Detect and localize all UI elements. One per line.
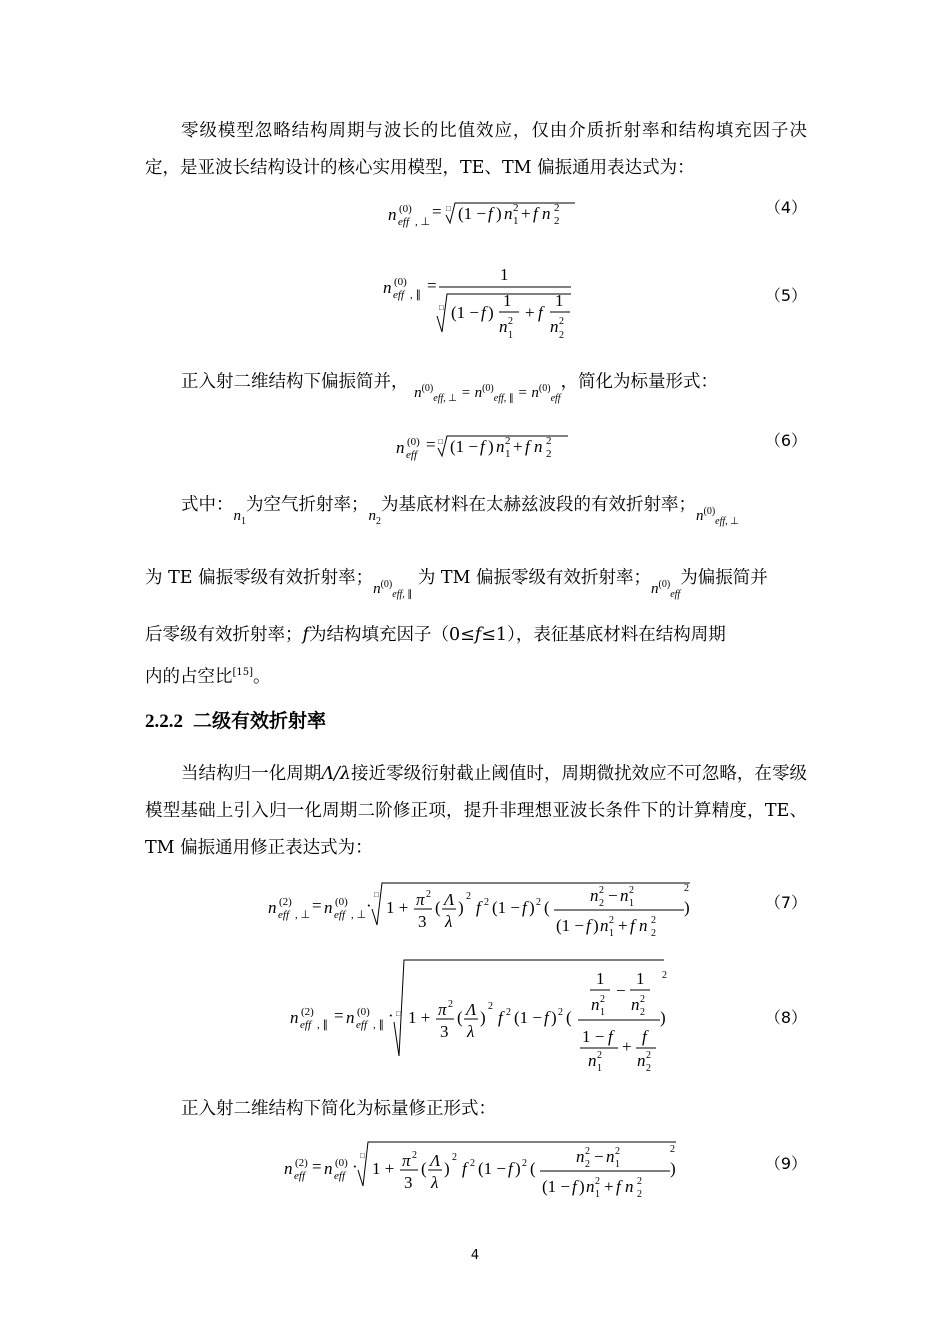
svg-text:=: =	[312, 1157, 322, 1176]
svg-text:(1 −: (1 −	[514, 1008, 542, 1027]
svg-text:eff: eff	[406, 449, 417, 461]
svg-text:2: 2	[513, 202, 519, 214]
paragraph-scalar-correction: 正入射二维结构下简化为标量修正形式：	[181, 1099, 496, 1119]
svg-text:n: n	[588, 1051, 597, 1070]
symbol-neff-tm-desc: 为 TM 偏振零级有效折射率；	[417, 568, 652, 588]
svg-text:, ∥: , ∥	[373, 1019, 384, 1031]
svg-text:eff: eff	[294, 1170, 305, 1182]
svg-text:eff: eff	[398, 216, 409, 228]
symbol-neff-te-desc: 为 TE 偏振零级有效折射率；	[145, 568, 374, 588]
svg-text:f n: f n	[630, 916, 648, 935]
svg-text:eff: eff	[300, 1019, 311, 1031]
svg-text:1: 1	[508, 330, 513, 341]
paragraph-second-order	[145, 756, 807, 867]
svg-text:□: □	[439, 303, 444, 312]
svg-text:(0): (0)	[357, 1006, 370, 1018]
svg-text:(1 −: (1 −	[556, 916, 584, 935]
svg-text:2: 2	[506, 1007, 511, 1018]
svg-text:3: 3	[418, 912, 427, 931]
svg-text:1: 1	[596, 969, 605, 988]
svg-text:2: 2	[629, 885, 634, 896]
svg-text:=: =	[427, 276, 437, 295]
svg-text:(1 −: (1 −	[492, 898, 520, 917]
svg-text:1 −: 1 −	[582, 1027, 605, 1046]
citation-15[interactable]: [15]	[232, 667, 254, 678]
svg-text:1: 1	[636, 969, 645, 988]
svg-text:n: n	[290, 1008, 299, 1027]
svg-text:(: (	[566, 1008, 572, 1027]
svg-text:−: −	[616, 981, 626, 1000]
svg-text:f: f	[508, 1159, 513, 1178]
svg-text:+: +	[513, 437, 523, 456]
section-number: 2.2.2	[145, 711, 183, 732]
svg-text:n: n	[388, 205, 397, 224]
svg-text:n: n	[383, 278, 392, 297]
svg-text:eff: eff	[334, 1170, 345, 1182]
svg-text:+: +	[618, 916, 628, 935]
svg-text:1: 1	[629, 898, 634, 909]
paragraph-symbols-2	[145, 556, 807, 603]
paragraph-degenerate-text: 正入射二维结构下偏振简并，	[181, 372, 409, 392]
svg-text:2: 2	[662, 970, 667, 981]
svg-text:n: n	[631, 995, 640, 1014]
duty-cycle-end: 。	[253, 666, 271, 687]
svg-text:2: 2	[426, 889, 431, 900]
svg-text:2: 2	[597, 1050, 602, 1061]
svg-text:1 +: 1 +	[386, 898, 409, 917]
svg-text:1: 1	[555, 291, 564, 310]
page-number: 4	[470, 1248, 480, 1263]
svg-text:=: =	[426, 435, 436, 454]
svg-text:=: =	[312, 896, 322, 915]
svg-text:(0): (0)	[335, 896, 348, 908]
svg-text:(1 −: (1 −	[478, 1159, 506, 1178]
svg-text:(: (	[435, 898, 441, 917]
paragraph-symbols-1	[145, 483, 807, 530]
svg-text:f: f	[608, 1027, 613, 1046]
svg-text:2: 2	[609, 915, 614, 926]
svg-text:1: 1	[500, 265, 509, 284]
symbol-neff-tm: $n^{(0)}_{eff, \parallel}$	[373, 579, 413, 600]
svg-text:f: f	[538, 303, 543, 322]
svg-text:+: +	[521, 204, 531, 223]
svg-text:1: 1	[609, 928, 614, 939]
paragraph-degenerate-tail: ，简化为标量形式：	[560, 372, 719, 392]
svg-text:n: n	[606, 1147, 615, 1166]
section-title: 二级有效折射率	[193, 710, 327, 732]
equation-number-8: （8）	[764, 1008, 807, 1027]
symbol-neff: $n^{(0)}_{eff}$	[651, 579, 681, 600]
inline-equation-degenerate: $n^{(0)}_{eff, \perp} = n^{(0)}_{eff, \parallel} = n^{(0)}_{eff}$	[414, 383, 561, 404]
symbol-n1-desc: 为空气折射率；	[246, 495, 369, 515]
svg-text:f: f	[476, 898, 481, 917]
svg-text:n: n	[586, 1177, 595, 1196]
svg-text:(0): (0)	[394, 276, 407, 288]
svg-text:f: f	[498, 1008, 503, 1027]
svg-text:f: f	[462, 1159, 467, 1178]
svg-text:□: □	[446, 204, 451, 213]
svg-text:2: 2	[554, 215, 560, 227]
equation-number-9: （9）	[764, 1154, 807, 1173]
svg-text:1: 1	[595, 1189, 600, 1200]
svg-text:(1 −: (1 −	[542, 1177, 570, 1196]
svg-text:(0): (0)	[399, 203, 412, 215]
svg-text:·: ·	[388, 1006, 394, 1025]
symbol-n2: $n_2$	[368, 508, 381, 527]
paragraph-degenerate	[145, 360, 807, 407]
svg-text:n: n	[600, 916, 609, 935]
symbol-neff-te: $n^{(0)}_{eff, \perp}$	[696, 506, 739, 527]
svg-text:2: 2	[522, 1158, 527, 1169]
equation-4	[380, 195, 600, 235]
svg-text:): )	[444, 1159, 450, 1178]
svg-text:(2): (2)	[279, 896, 292, 908]
svg-text:2: 2	[484, 897, 489, 908]
svg-text:f: f	[586, 916, 591, 935]
equation-8	[282, 956, 682, 1078]
svg-text:=: =	[334, 1006, 344, 1025]
svg-text:f: f	[481, 303, 486, 322]
svg-text:2: 2	[508, 316, 513, 327]
svg-text:): )	[684, 898, 690, 917]
svg-text:n: n	[324, 1159, 333, 1178]
svg-text:n: n	[346, 1008, 355, 1027]
svg-text:+: +	[604, 1177, 614, 1196]
svg-text:(0): (0)	[407, 436, 420, 448]
svg-text:, ⊥: , ⊥	[351, 909, 367, 921]
equation-number-5: （5）	[764, 286, 807, 305]
svg-text:n: n	[591, 995, 600, 1014]
svg-text:2: 2	[558, 1007, 563, 1018]
svg-text:): )	[579, 1177, 585, 1196]
svg-text:1: 1	[615, 1159, 620, 1170]
svg-text:□: □	[396, 1009, 401, 1018]
svg-text:n: n	[499, 317, 508, 336]
svg-text:2: 2	[640, 994, 645, 1005]
svg-text:2: 2	[412, 1150, 417, 1161]
svg-text:2: 2	[559, 330, 564, 341]
svg-text:1: 1	[503, 291, 512, 310]
symbol-f: f	[302, 625, 309, 645]
svg-text:): )	[488, 437, 494, 456]
svg-text:n: n	[576, 1147, 585, 1166]
svg-text:1: 1	[513, 215, 519, 227]
svg-text:f n: f n	[533, 204, 551, 223]
svg-text:2: 2	[546, 435, 552, 447]
svg-text:f: f	[544, 1008, 549, 1027]
svg-text:n: n	[550, 317, 559, 336]
svg-text:1: 1	[600, 1007, 605, 1018]
equation-6	[388, 428, 598, 468]
svg-text:Λ: Λ	[466, 1000, 477, 1019]
symbol-n1: $n_1$	[233, 508, 246, 527]
second-order-text: 接近零级衍射截止阈值时，周期微扰效应不可忽略，在零级模型基础上引入归一化周期二阶修正项，提升非理想亚波长条件下的计算精度，TE、TM 偏振通用修正表达式为：	[145, 764, 808, 858]
svg-text:f: f	[522, 898, 527, 917]
duty-cycle-text: 内的占空比	[145, 666, 233, 687]
svg-text:π: π	[416, 890, 425, 909]
svg-text:): )	[551, 1008, 557, 1027]
svg-text:(: (	[530, 1159, 536, 1178]
svg-text:π: π	[438, 1000, 447, 1019]
svg-text:2: 2	[600, 994, 605, 1005]
svg-text:λ: λ	[445, 912, 453, 931]
equation-number-6: （6）	[764, 431, 807, 450]
svg-text:, ⊥: , ⊥	[415, 216, 431, 228]
svg-text:(2): (2)	[295, 1157, 308, 1169]
svg-text:2: 2	[470, 1158, 475, 1169]
svg-text:n: n	[396, 438, 405, 457]
normalized-period-symbol: Λ/λ	[321, 764, 351, 784]
svg-text:2: 2	[670, 1144, 675, 1155]
svg-text:−: −	[608, 886, 618, 905]
svg-text:3: 3	[404, 1173, 413, 1192]
svg-text:1 +: 1 +	[408, 1008, 431, 1027]
equation-5	[375, 260, 605, 345]
svg-text:Λ: Λ	[444, 890, 455, 909]
equation-7	[260, 873, 700, 943]
equation-number-4: （4）	[764, 198, 807, 217]
equation-9	[276, 1134, 686, 1204]
svg-text:f n: f n	[525, 437, 543, 456]
svg-text:): )	[515, 1159, 521, 1178]
svg-text:n: n	[268, 898, 277, 917]
svg-text:π: π	[402, 1151, 411, 1170]
svg-text:·: ·	[352, 1157, 358, 1176]
svg-text:): )	[488, 303, 494, 322]
svg-text:2: 2	[684, 883, 689, 894]
svg-text:f: f	[572, 1177, 577, 1196]
svg-text:2: 2	[646, 1063, 651, 1074]
svg-text:−: −	[594, 1147, 604, 1166]
svg-text:□: □	[438, 437, 443, 446]
paragraph-symbols-4	[145, 654, 807, 696]
svg-text:eff: eff	[393, 289, 404, 301]
svg-text:, ∥: , ∥	[410, 289, 421, 301]
svg-text:□: □	[374, 890, 379, 899]
section-heading	[145, 706, 326, 733]
svg-text:eff: eff	[278, 909, 289, 921]
svg-text:, ⊥: , ⊥	[295, 909, 311, 921]
svg-text:2: 2	[448, 999, 453, 1010]
svg-text:3: 3	[440, 1022, 449, 1041]
svg-text:n: n	[324, 898, 333, 917]
svg-text:): )	[529, 898, 535, 917]
svg-text:eff: eff	[334, 909, 345, 921]
svg-text:f: f	[488, 204, 493, 223]
svg-text:2: 2	[536, 897, 541, 908]
svg-text:n: n	[496, 437, 505, 456]
svg-text:2: 2	[452, 1152, 457, 1163]
svg-text:): )	[593, 916, 599, 935]
equation-number-7: （7）	[764, 893, 807, 912]
svg-text:λ: λ	[467, 1022, 475, 1041]
svg-text:(2): (2)	[301, 1006, 314, 1018]
svg-text:f: f	[480, 437, 485, 456]
svg-text:n: n	[504, 204, 513, 223]
svg-text:(1 −: (1 −	[458, 204, 486, 223]
svg-text:2: 2	[599, 885, 604, 896]
svg-text:1: 1	[505, 448, 511, 460]
paragraph-zero-order-intro: 零级模型忽略结构周期与波长的比值效应，仅由介质折射率和结构填充因子决定，是亚波长结构设计的核心实用模型，TE、TM 偏振通用表达式为：	[145, 121, 807, 178]
svg-text:): )	[480, 1008, 486, 1027]
svg-text:+: +	[525, 303, 535, 322]
paragraph-symbols-3	[145, 617, 807, 654]
svg-text:1: 1	[597, 1063, 602, 1074]
svg-text:2: 2	[637, 1176, 642, 1187]
symbol-neff-desc: 为偏振简并	[680, 568, 768, 588]
svg-text:): )	[458, 898, 464, 917]
svg-text:2: 2	[637, 1189, 642, 1200]
svg-text:=: =	[432, 202, 442, 221]
svg-text:·: ·	[366, 896, 372, 915]
svg-text:, ∥: , ∥	[317, 1019, 328, 1031]
svg-text:2: 2	[488, 1001, 493, 1012]
svg-text:2: 2	[615, 1146, 620, 1157]
svg-text:2: 2	[546, 448, 552, 460]
svg-text:(: (	[544, 898, 550, 917]
svg-text:): )	[496, 204, 502, 223]
svg-text:2: 2	[505, 435, 511, 447]
svg-text:2: 2	[599, 898, 604, 909]
svg-text:(: (	[457, 1008, 463, 1027]
svg-text:n: n	[590, 886, 599, 905]
svg-text:2: 2	[559, 316, 564, 327]
symbol-f-desc: 为结构填充因子（0≤	[308, 625, 475, 645]
svg-text:□: □	[360, 1151, 365, 1160]
svg-text:(1 −: (1 −	[451, 303, 479, 322]
svg-text:2: 2	[585, 1146, 590, 1157]
svg-text:(0): (0)	[335, 1157, 348, 1169]
svg-text:f: f	[642, 1027, 647, 1046]
svg-text:1 +: 1 +	[372, 1159, 395, 1178]
symbol-n2-desc: 为基底材料在太赫兹波段的有效折射率；	[381, 495, 696, 515]
svg-text:2: 2	[651, 915, 656, 926]
svg-text:2: 2	[466, 891, 471, 902]
symbol-f-desc-cont: ≤1），表征基底材料在结构周期	[481, 625, 726, 645]
svg-text:Λ: Λ	[430, 1151, 441, 1170]
svg-text:f n: f n	[616, 1177, 634, 1196]
svg-text:(1 −: (1 −	[450, 437, 478, 456]
svg-text:2: 2	[646, 1050, 651, 1061]
svg-text:): )	[670, 1159, 676, 1178]
svg-text:n: n	[637, 1051, 646, 1070]
svg-text:2: 2	[585, 1159, 590, 1170]
svg-text:eff: eff	[356, 1019, 367, 1031]
svg-text:): )	[660, 1008, 666, 1027]
svg-text:2: 2	[651, 928, 656, 939]
symbol-f-range: f	[474, 625, 482, 645]
svg-text:2: 2	[554, 202, 560, 214]
symbols-lead: 式中：	[181, 495, 234, 515]
svg-text:2: 2	[640, 1007, 645, 1018]
second-order-lead: 当结构归一化周期	[181, 764, 322, 784]
svg-text:n: n	[620, 886, 629, 905]
svg-text:2: 2	[595, 1176, 600, 1187]
svg-text:n: n	[284, 1159, 293, 1178]
symbol-neff-desc-cont: 后零级有效折射率；	[145, 625, 303, 645]
svg-text:(: (	[421, 1159, 427, 1178]
svg-text:+: +	[622, 1037, 632, 1056]
svg-text:λ: λ	[431, 1173, 439, 1192]
